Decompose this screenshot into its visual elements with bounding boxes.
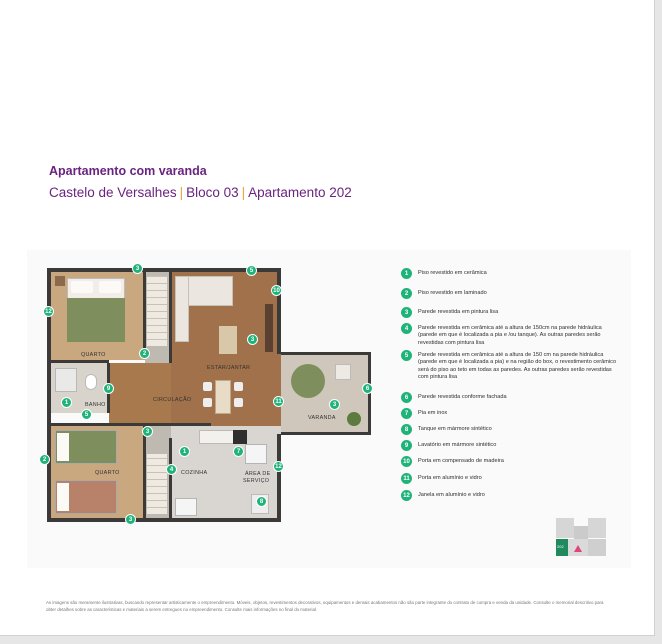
room-label-banho: BANHO — [85, 402, 106, 408]
fridge — [175, 498, 197, 516]
legend-number: 8 — [401, 424, 412, 435]
pillow-2b — [57, 483, 69, 511]
varanda-table — [335, 364, 351, 380]
plan-marker: 2 — [139, 348, 150, 359]
coffee-table — [219, 326, 237, 354]
legend-item — [401, 408, 618, 419]
varanda-rug — [291, 364, 325, 398]
subtitle-separator: | — [241, 185, 246, 200]
subtitle-block: Bloco 03 — [186, 185, 239, 200]
legend-item — [401, 473, 618, 484]
page-subtitle — [49, 185, 352, 200]
legend-text: Porta em compensado de madeira — [418, 458, 504, 464]
toilet — [85, 374, 97, 390]
nightstand-1 — [55, 276, 65, 286]
plan-marker: 1 — [179, 446, 190, 457]
legend-text: Piso revestido em cerâmica — [418, 270, 487, 276]
wardrobe-1 — [147, 276, 167, 346]
legend-text: Parede revestida conforme fachada — [418, 394, 507, 400]
chair-1 — [203, 382, 212, 391]
wall-closet-right — [169, 268, 172, 363]
outer-wall-right — [277, 268, 281, 354]
plant — [347, 412, 361, 426]
plan-marker: 8 — [256, 496, 267, 507]
legend-number: 3 — [401, 307, 412, 318]
plan-marker: 3 — [125, 514, 136, 525]
legend-item — [401, 288, 618, 299]
legend-number: 1 — [401, 268, 412, 279]
legend-number: 2 — [401, 288, 412, 299]
legend-number: 6 — [401, 392, 412, 403]
legend-item — [401, 424, 618, 435]
key-block-mid — [574, 526, 588, 539]
room-label-circulacao: CIRCULAÇÃO — [153, 397, 192, 403]
stove — [233, 430, 247, 444]
wall-closet2 — [143, 426, 146, 518]
room-label-varanda: VARANDA — [308, 415, 336, 421]
tv-rack — [265, 304, 273, 352]
plan-marker: 7 — [233, 446, 244, 457]
page-title: Apartamento com varanda — [49, 164, 207, 178]
pillow-1a — [71, 281, 93, 293]
pillow-1b — [99, 281, 121, 293]
pillow-2a — [57, 433, 69, 461]
plan-marker: 3 — [329, 399, 340, 410]
key-plan — [556, 518, 606, 557]
room-label-quarto-1: QUARTO — [81, 352, 106, 358]
legend-number: 4 — [401, 323, 412, 334]
legend-text: Pia em inox — [418, 410, 448, 416]
circulacao-floor — [109, 363, 171, 423]
legend-text: Piso revestido em laminado — [418, 290, 487, 296]
subtitle-apartment: Apartamento 202 — [248, 185, 352, 200]
outer-wall-right-low — [277, 434, 281, 522]
legend-text: Porta em alumínio e vidro — [418, 475, 482, 481]
legend-text: Janela em alumínio e vidro — [418, 492, 485, 498]
plan-marker: 5 — [246, 265, 257, 276]
bed-1-blanket — [67, 298, 125, 342]
plan-marker: 10 — [271, 285, 282, 296]
outer-wall-bottom — [47, 518, 281, 522]
wall-closet2-right — [169, 438, 172, 518]
key-block-bottom-right — [588, 539, 606, 556]
legend-number: 7 — [401, 408, 412, 419]
room-label-area-servico-1: ÁREA DE — [245, 471, 271, 477]
disclaimer-text: As imagens são meramente ilustrativas, buscando representar artisticamente o empreendimento. Móveis, objetos, revestimentos decorativos, equipamentos e demais acabamentos não são parte integrante do contrato de compra e venda da unidade. Consulte o memorial descritivo para obter detalhes sobre as características e materiais a serem entregues no empreendimento. Consulte mais informações no final do material. — [46, 600, 604, 612]
key-block-top-right — [588, 518, 606, 538]
plan-marker: 6 — [362, 383, 373, 394]
varanda-wall-bottom — [281, 432, 371, 435]
legend-number: 9 — [401, 440, 412, 451]
varanda-wall-top — [281, 352, 371, 355]
legend-item — [401, 268, 618, 279]
plan-marker: 3 — [132, 263, 143, 274]
wardrobe-2 — [147, 454, 167, 514]
subtitle-separator: | — [179, 185, 184, 200]
washing-machine — [245, 444, 267, 464]
plan-marker: 9 — [103, 383, 114, 394]
chair-4 — [234, 398, 243, 407]
north-arrow-icon — [574, 545, 582, 552]
wall-quarto1-bottom — [47, 360, 109, 363]
plan-marker: 12 — [43, 306, 54, 317]
plan-marker: 1 — [61, 397, 72, 408]
plan-marker: 5 — [81, 409, 92, 420]
plan-marker: 3 — [142, 426, 153, 437]
wall-quarto2-top — [47, 423, 171, 426]
room-label-quarto-2: QUARTO — [95, 470, 120, 476]
room-label-estar-jantar: ESTAR/JANTAR — [207, 365, 251, 371]
wall-closet — [143, 268, 146, 348]
legend-text: Parede revestida em pintura lisa — [418, 309, 499, 315]
legend-item — [401, 392, 618, 403]
subtitle-project: Castelo de Versalhes — [49, 185, 177, 200]
room-label-area-servico-2: SERVIÇO — [243, 478, 270, 484]
legend-number: 11 — [401, 473, 412, 484]
legend-text: Tanque em mármore sintético — [418, 426, 492, 432]
key-block-top-left — [556, 518, 574, 538]
shower-box — [55, 368, 77, 392]
legend-text: Parede revestida em cerâmica até a altura de 150cm na parede hidráulica (parede em que é localizada a pia e /ou tanque). As outras paredes serão revestidas com pintura lisa — [418, 325, 602, 346]
plan-marker: 2 — [39, 454, 50, 465]
legend-text: Lavatório em mármore sintético — [418, 442, 497, 448]
legend-item — [401, 490, 618, 501]
wall-kitchen-top — [171, 423, 211, 426]
legend-item — [401, 307, 618, 318]
dining-table — [215, 380, 231, 414]
chair-2 — [203, 398, 212, 407]
legend-number: 12 — [401, 490, 412, 501]
sofa-side — [175, 276, 189, 342]
floor-plan — [42, 265, 371, 523]
plan-marker: 12 — [273, 461, 284, 472]
legend-item — [401, 440, 618, 451]
chair-3 — [234, 382, 243, 391]
legend-text: Parede revestida em cerâmica até a altura de 150 cm na parede hidráulica (parede em que é localizada a pia) e na região do box, o revestimento cerâmico será do piso ao teto em todas as paredes. As outras paredes serão revestidas com pintura lisa — [418, 352, 617, 380]
room-label-cozinha: COZINHA — [181, 470, 208, 476]
legend-number: 10 — [401, 456, 412, 467]
plan-marker: 4 — [166, 464, 177, 475]
plan-marker: 3 — [247, 334, 258, 345]
legend-item — [401, 323, 618, 347]
plan-marker: 11 — [273, 396, 284, 407]
legend-item — [401, 456, 618, 467]
legend-number: 5 — [401, 350, 412, 361]
key-unit-label: 202 — [557, 544, 564, 549]
legend-item — [401, 350, 618, 381]
